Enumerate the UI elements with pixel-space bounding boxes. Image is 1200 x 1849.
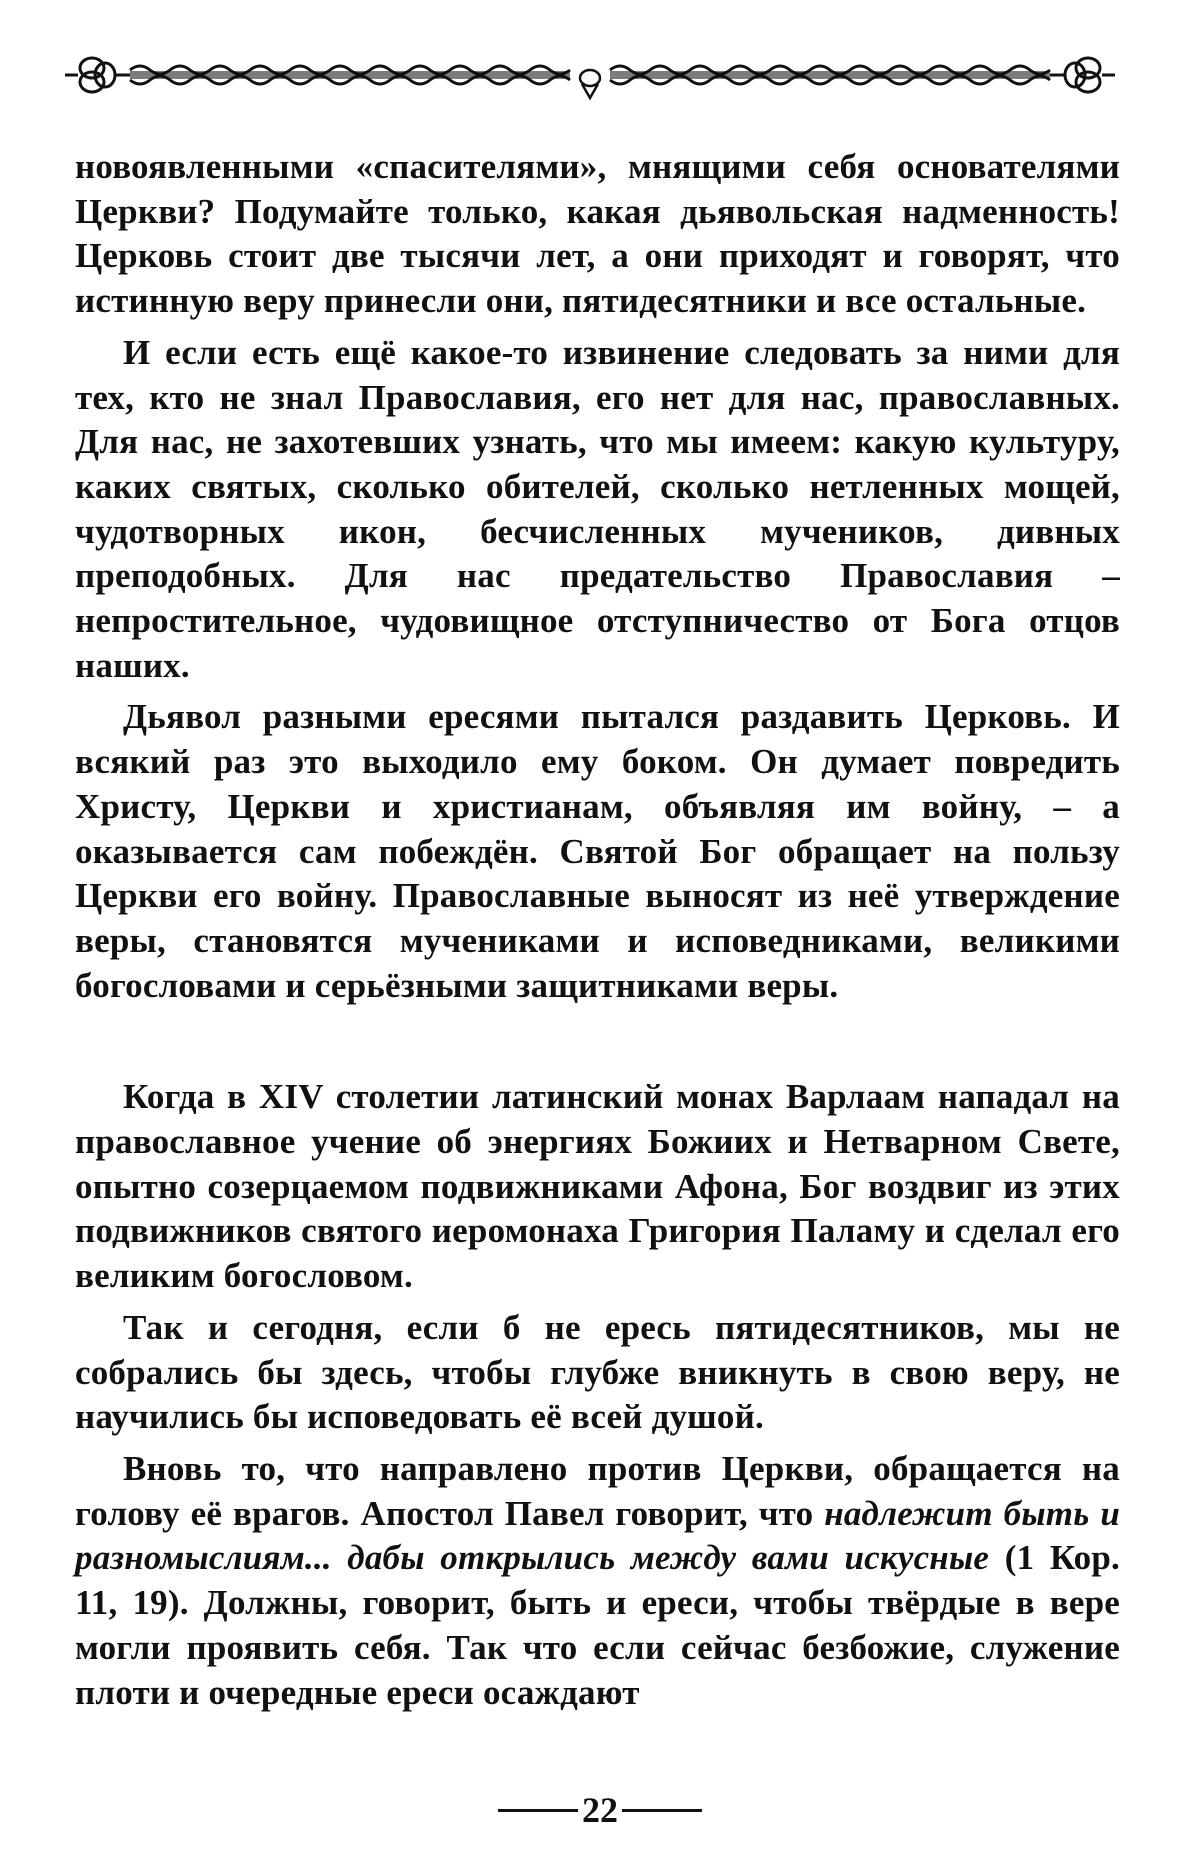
paragraph: Когда в XIV столетии латинский монах Варлаам нападал на православное учение об энергиях Божиих и Нетварном Свете, опытно созерцаемом подвижниками Афона, Бог воздвиг из этих подвижников святого иеромонаха Григория Паламу и сделал его великим богословом. xyxy=(75,1077,1120,1296)
footer-rule-right xyxy=(622,1809,702,1812)
paragraph-text: (1 Кор. 11, 19). Должны, говорит, быть и ереси, чтобы твёрдые в вере могли проявить себя. Так что если сейчас безбожие, служение плоти и очередные ереси осаждают xyxy=(75,1538,1121,1712)
paragraph: новоявленными «спасителями», мнящими себя основателями Церкви? Подумайте только, какая дьявольская надменность! Церковь стоит две тысячи лет, а они приходят и говорят, что истинную веру принесли они, пятидесятники и все остальные. xyxy=(75,147,1120,321)
decorative-header-ornament xyxy=(60,40,1120,110)
page-number: 22 xyxy=(582,1790,618,1830)
section-break xyxy=(75,1015,1120,1075)
paragraph xyxy=(75,1447,1120,1715)
paragraph: И если есть ещё какое-то извинение следовать за ними для тех, кто не знал Православия, его нет для нас, православных. Для нас, не захотевших узнать, что мы имеем: какую культуру, каких святых, сколько обителей, сколько нетленных мощей, чудотворных икон, бесчисленных мучеников, дивных преподобных. Для нас предательство Православия – непростительное, чудовищное отступничество от Бога отцов наших. xyxy=(75,332,1120,685)
scripture-quote: надлежит быть и разномыслиям... дабы открылись между вами искусные xyxy=(75,1493,1121,1578)
footer-rule-left xyxy=(498,1809,578,1812)
paragraph: Так и сегодня, если б не ересь пятидесятников, мы не собрались бы здесь, чтобы глубже вникнуть в свою веру, не научились бы исповедовать её всей душой. xyxy=(75,1307,1120,1437)
body-text xyxy=(75,145,1120,1722)
page-footer xyxy=(0,1785,1200,1835)
paragraph-text: Вновь то, что направлено против Церкви, обращается на голову её врагов. Апостол Павел говорит, что xyxy=(75,1448,1120,1533)
paragraph: Дьявол разными ересями пытался раздавить Церковь. И всякий раз это выходило ему боком. Он думает повредить Христу, Церкви и христианам, объявляя им войну, – а оказывается сам побеждён. Святой Бог обращает на пользу Церкви его войну. Православные выносят из неё утверждение веры, становятся мучениками и исповедниками, великими богословами и серьёзными защитниками веры. xyxy=(75,697,1120,1005)
